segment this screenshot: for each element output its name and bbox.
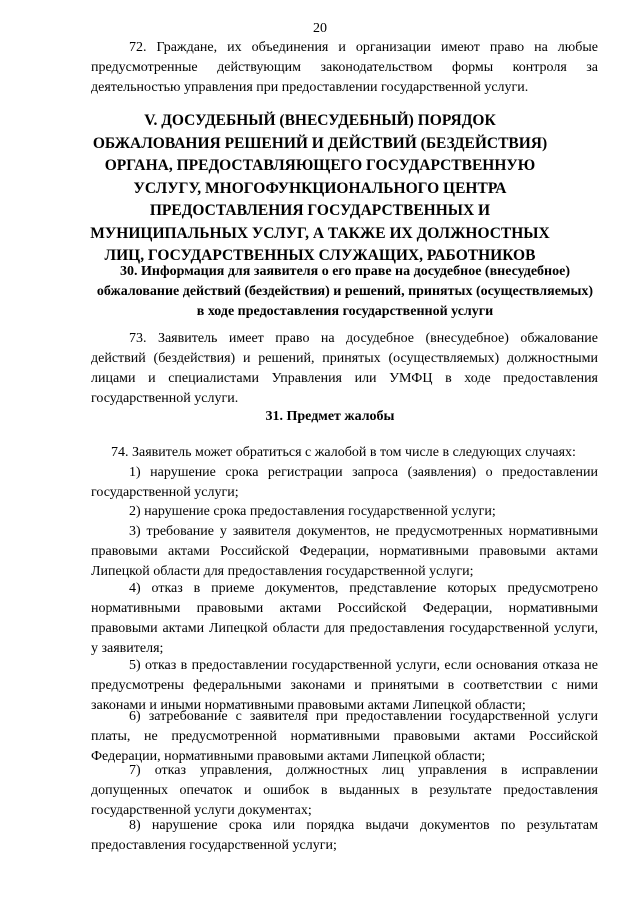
list-item-1: 1) нарушение срока регистрации запроса (заявления) о предоставлении государственной услуги;: [91, 465, 598, 500]
page-number: 20: [313, 21, 327, 36]
paragraph-73: 73. Заявитель имеет право на досудебное (внесудебное) обжалование действий (бездействия) и решений, принятых (осуществляемых) должностными лицами и специалистами Управления или УМФЦ в ходе предоставления государственной услуги.: [91, 331, 598, 406]
list-item-3: 3) требование у заявителя документов, не предусмотренных нормативными правовыми актами Российской Федерации, нормативными правовыми актами Липецкой области для предоставления государственной услуги;: [91, 524, 598, 579]
heading-31: 31. Предмет жалобы: [265, 409, 395, 424]
list-item-7: 7) отказ управления, должностных лиц управления в исправлении допущенных опечаток и ошибок в выданных в результате предоставления государственной услуги документах;: [91, 763, 598, 818]
list-item-2: 2) нарушение срока предоставления государственной услуги;: [129, 504, 496, 519]
list-item-5: 5) отказ в предоставлении государственной услуги, если основания отказа не предусмотрены федеральными законами и принятыми в соответствии с ними законами и иными нормативными правовыми актами Липецкой области;: [91, 658, 598, 713]
paragraph-72: 72. Граждане, их объединения и организации имеют право на любые предусмотренные действующим законодательством формы контроля за деятельностью управления при предоставлении государственной услуги.: [91, 40, 598, 95]
heading-30: 30. Информация для заявителя о его праве на досудебное (внесудебное) обжалование действий (бездействия) и решений, принятых (осуществляемых) в ходе предоставления государственной услуги: [96, 264, 594, 319]
paragraph-74: 74. Заявитель может обратиться с жалобой в том числе в следующих случаях:: [111, 445, 576, 460]
list-item-6: 6) затребование с заявителя при предоставлении государственной услуги платы, не предусмотренной нормативными правовыми актами Российской Федерации, нормативными правовыми актами Липецкой области;: [91, 709, 598, 764]
list-item-4: 4) отказ в приеме документов, представление которых предусмотрено нормативными правовыми актами Российской Федерации, нормативными правовыми актами Липецкой области для предоставления государственной услуги, у заявителя;: [91, 581, 598, 656]
section-title: V. ДОСУДЕБНЫЙ (ВНЕСУДЕБНЫЙ) ПОРЯДОК ОБЖАЛОВАНИЯ РЕШЕНИЙ И ДЕЙСТВИЙ (БЕЗДЕЙСТВИЯ) ОРГАНА, ПРЕДОСТАВЛЯЮЩЕГО ГОСУДАРСТВЕННУЮ УСЛУГУ, МНОГОФУНКЦИОНАЛЬНОГО ЦЕНТРА ПРЕДОСТАВЛЕНИЯ ГОСУДАРСТВЕННЫХ И МУНИЦИПАЛЬНЫХ УСЛУГ, А ТАКЖЕ ИХ ДОЛЖНОСТНЫХ ЛИЦ, ГОСУДАРСТВЕННЫХ СЛУЖАЩИХ, РАБОТНИКОВ: [90, 112, 550, 264]
list-item-8: 8) нарушение срока или порядка выдачи документов по результатам предоставления государственной услуги;: [91, 818, 598, 853]
